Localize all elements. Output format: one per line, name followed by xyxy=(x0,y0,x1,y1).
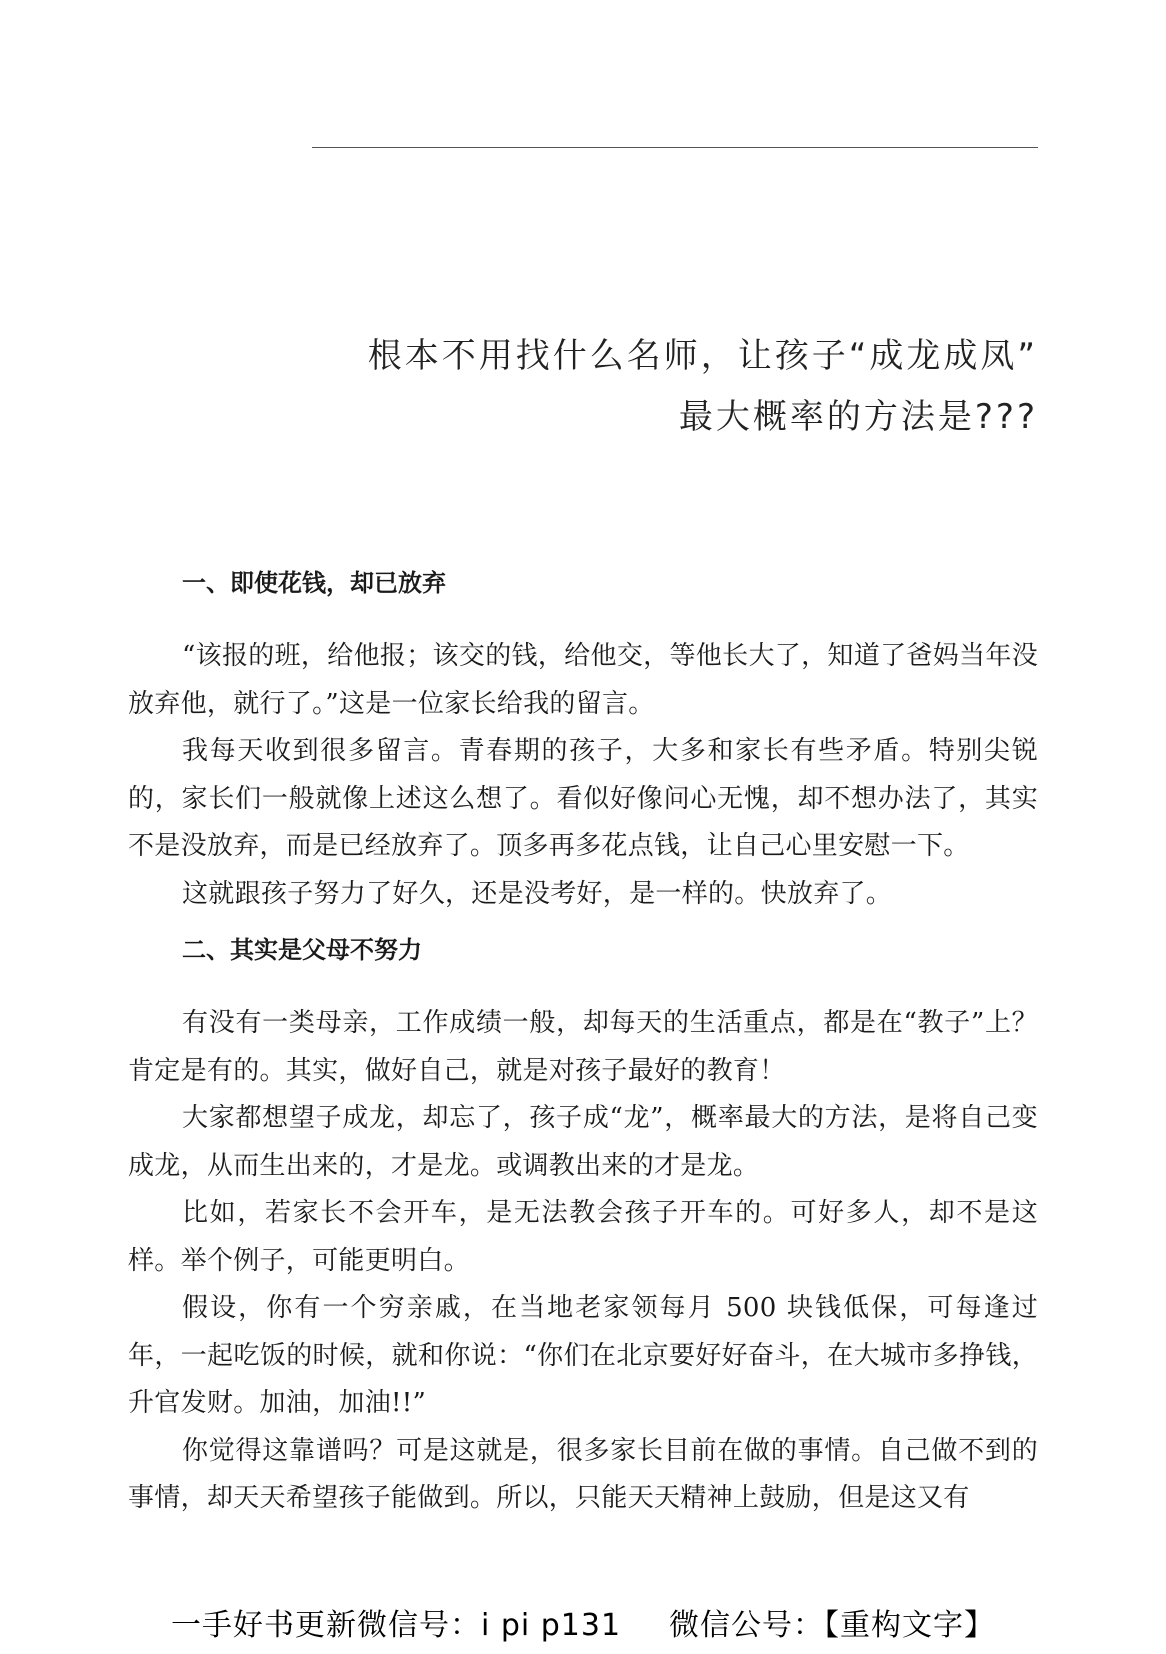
section-heading-1: 一、即使花钱，却已放弃 xyxy=(182,569,446,597)
paragraph: 有没有一类母亲，工作成绩一般，却每天的生活重点，都是在“教子”上？肯定是有的。其实，做好自己，就是对孩子最好的教育！ xyxy=(128,1008,1038,1086)
paragraph: 我每天收到很多留言。青春期的孩子，大多和家长有些矛盾。特别尖锐的，家长们一般就像上述这么想了。看似好像问心无愧，却不想办法了，其实不是没放弃，而是已经放弃了。顶多再多花点钱，让自己心里安慰一下。 xyxy=(128,736,1038,861)
paragraph: 假设，你有一个穷亲戚，在当地老家领每月 500 块钱低保，可每逢过年，一起吃饭的时候，就和你说：“你们在北京要好好奋斗，在大城市多挣钱，升官发财。加油，加油!!” xyxy=(128,1293,1038,1418)
chapter-title-line-2: 最大概率的方法是??? xyxy=(678,397,1038,437)
header-rule xyxy=(312,147,1038,148)
chapter-title-line-1: 根本不用找什么名师，让孩子“成龙成凤” xyxy=(367,336,1038,376)
footer-banner xyxy=(0,1604,1166,1648)
article-body xyxy=(128,563,1038,1523)
footer-wechat-id: 一手好书更新微信号：i pi p131 xyxy=(170,1608,622,1643)
section-heading-2: 二、其实是父母不努力 xyxy=(182,936,422,964)
chapter-title xyxy=(278,326,1038,448)
paragraph: “该报的班，给他报；该交的钱，给他交，等他长大了，知道了爸妈当年没放弃他，就行了。”这是一位家长给我的留言。 xyxy=(128,641,1038,719)
paragraph: 你觉得这靠谱吗？可是这就是，很多家长目前在做的事情。自己做不到的事情，却天天希望孩子能做到。所以，只能天天精神上鼓励，但是这又有 xyxy=(128,1435,1038,1513)
footer-wechat-account: 微信公号：【重构文字】 xyxy=(669,1608,996,1643)
paragraph: 这就跟孩子努力了好久，还是没考好，是一样的。快放弃了。 xyxy=(182,878,893,909)
paragraph: 大家都想望子成龙，却忘了，孩子成“龙”，概率最大的方法，是将自己变成龙，从而生出来的，才是龙。或调教出来的才是龙。 xyxy=(128,1103,1038,1181)
paragraph: 比如，若家长不会开车，是无法教会孩子开车的。可好多人，却不是这样。举个例子，可能更明白。 xyxy=(128,1198,1038,1276)
